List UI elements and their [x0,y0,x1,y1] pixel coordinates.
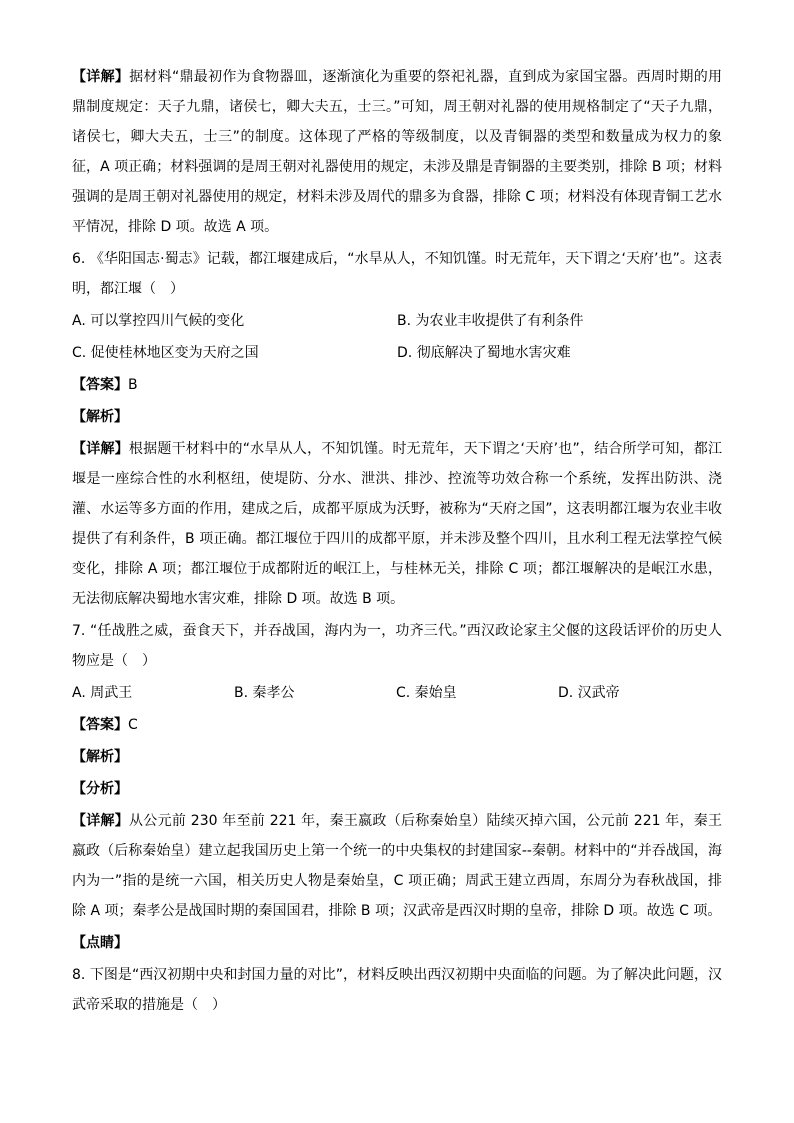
q6-option-c: C. 促使桂林地区变为天府之国 [72,345,259,361]
q6-option-a: A. 可以掌控四川气候的变化 [72,313,245,329]
q7-analysis-tag: 【解析】 [72,749,128,765]
prev-detail-text: 据材料“鼎最初作为食物器皿，逐渐演化为重要的祭祀礼器，直到成为家国宝器。西周时期的用鼎制度规定：天子九鼎，诸侯七，卿大夫五，士三。”可知，周王朝对礼器的使用规格制定了“天子九鼎，诸侯七，卿大夫五，士三”的制度。这体现了严格的等级制度，以及青铜器的类型和数量成为权力的象征，A 项正确；材料强调的是周王朝对礼器使用的规定，未涉及鼎是青铜器的主要类别，排除 B 项；材料强调的是周王朝对礼器使用的规定，材料未涉及周代的鼎多为食器，排除 C 项；材料没有体现青铜工艺水平情况，排除 D 项。故选 A 项。 [72,69,722,235]
prev-detail-paragraph [72,62,722,242]
q7-detail-paragraph [72,806,722,926]
q7-answer-value: C [128,717,138,733]
q6-option-b: B. 为农业丰收提供了有利条件 [397,313,584,329]
detail-tag: 【详解】 [72,441,129,457]
q7-option-c: C. 秦始皇 [396,685,457,701]
q7-dianjing-tag: 【点睛】 [72,935,128,951]
q6-analysis-tag: 【解析】 [72,409,128,425]
q6-option-d: D. 彻底解决了蜀地水害灾难 [397,345,571,361]
answer-tag: 【答案】 [72,377,128,393]
q6-detail-text: 根据题干材料中的“水旱从人，不知饥馑。时无荒年，天下谓之‘天府’也”，结合所学可知，都江堰是一座综合性的水利枢纽，使堤防、分水、泄洪、排沙、控流等功效合称一个系统，发挥出防洪、浇灌、水运等多方面的作用，建成之后，成都平原成为沃野，被称为“天府之国”，这表明都江堰为农业丰收提供了有利条件，B 项正确。都江堰位于四川的成都平原，并未涉及整个四川，且水利工程无法掌控气候变化，排除 A 项；都江堰位于成都附近的岷江上，与桂林无关，排除 C 项；都江堰解决的是岷江水患，无法彻底解决蜀地水害灾难，排除 D 项。故选 B 项。 [72,441,723,607]
q7-option-b: B. 秦孝公 [234,685,295,701]
q7-answer [72,710,722,740]
q7-option-a: A. 周武王 [72,685,133,701]
q7-stem: 7. “任战胜之威，蚕食天下，并吞战国，海内为一，功齐三代。”西汉政论家主父偃的这段话评价的历史人物应是（ ） [72,623,722,669]
q6-options-row-2 [72,338,722,368]
q7-options-row [72,678,722,708]
document-content [72,62,722,1022]
q6-options-row-1 [72,306,722,336]
detail-tag: 【详解】 [72,813,130,829]
q7-fenxi-tag: 【分析】 [72,781,128,797]
q7-option-d: D. 汉武帝 [558,685,620,701]
detail-tag: 【详解】 [72,69,130,85]
q6-detail-paragraph [72,434,722,614]
q6-answer-value: B [128,377,138,393]
q6-stem: 6. 《华阳国志·蜀志》记载，都江堰建成后，“水旱从人，不知饥馑。时无荒年，天下谓之‘天府’也”。这表明，都江堰（ ） [72,251,722,297]
answer-tag: 【答案】 [72,717,128,733]
q6-answer [72,370,722,400]
q7-detail-text: 从公元前 230 年至前 221 年，秦王嬴政（后称秦始皇）陆续灭掉六国，公元前 221 年，秦王嬴政（后称秦始皇）建立起我国历史上第一个统一的中央集权的封建国家--秦朝。材料中的“并吞战国，海内为一”指的是统一六国，相关历史人物是秦始皇，C 项正确；周武王建立西周，东周分为春秋战国，排除 A 项；秦孝公是战国时期的秦国国君，排除 B 项；汉武帝是西汉时期的皇帝，排除 D 项。故选 C 项。 [72,813,723,919]
q8-stem: 8. 下图是“西汉初期中央和封国力量的对比”，材料反映出西汉初期中央面临的问题。为了解决此问题，汉武帝采取的措施是（ ） [72,967,722,1013]
